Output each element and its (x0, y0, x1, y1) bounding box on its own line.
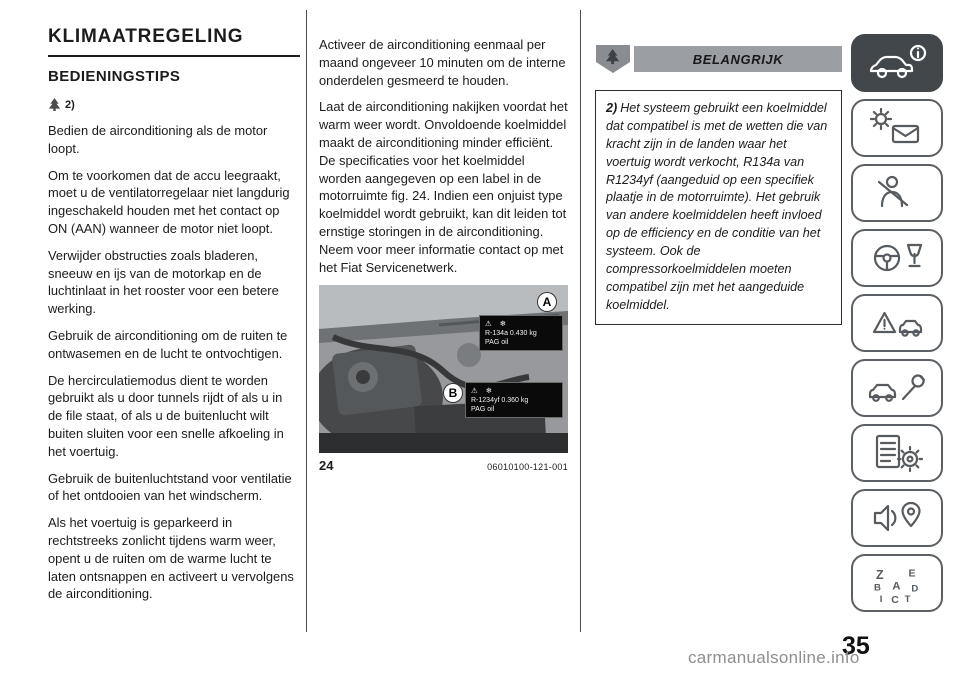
note-reference (48, 97, 300, 112)
index-icon (851, 554, 943, 612)
index-letter: T (904, 594, 911, 605)
index-letter: C (891, 594, 899, 605)
maintenance-icon (851, 359, 943, 417)
refrigerant-b-name: R-1234yf (471, 397, 500, 405)
right-column (595, 44, 842, 325)
important-note-box (595, 90, 842, 325)
important-header (595, 44, 842, 74)
important-header-label: BELANGRIJK (634, 46, 842, 72)
index-letter: A (892, 580, 901, 593)
paragraph: Gebruik de buitenluchtstand voor ventilatie of het ontdooien van het windscherm. (48, 470, 292, 504)
index-letter: D (911, 583, 919, 595)
left-column-text (48, 122, 300, 603)
refrigerant-a-weight: 0.430 kg (509, 330, 537, 338)
column-divider (306, 10, 307, 632)
note-ref-label: 2) (606, 101, 618, 115)
tree-shield-icon (595, 44, 631, 74)
tree-icon (48, 97, 61, 112)
refrigerant-a-spec (485, 329, 557, 338)
note-text: Het systeem gebruikt een koelmiddel dat compatibel is met de wetten die van kracht zijn in de landen waar het voertuig wordt verkocht, R134a van R1234yf (aangeduid op een specifiek plaatje in de motorruimte). Het gebruik van andere koelmiddelen heeft invloed op de efficiency en de conditie van het systeem. Ook de compressorkoelmiddelen moeten compatibel zijn met het aangeduide koelmiddel. (606, 101, 828, 312)
index-letter: Z (875, 568, 884, 583)
safety-icon (851, 164, 943, 222)
column-divider (580, 10, 581, 632)
figure-number: 24 (319, 458, 334, 474)
page-number: 35 (842, 632, 870, 660)
paragraph: Om te voorkomen dat de accu leegraakt, moet u de ventilatorregelaar niet langdurig ingeschakeld houden met het contact op ON (AAN) wanneer de motor niet loopt. (48, 167, 290, 236)
refrigerant-a-name: R-134a (485, 330, 508, 338)
engine-bay-figure (319, 285, 568, 453)
paragraph: De hercirculatiemodus dient te worden gebruikt als u door tunnels rijdt of als u in de file staat, of als u de buitenlucht wilt buiten sluiten voor een snelle afkoeling in het voertuig. (48, 372, 284, 459)
section-heading: BEDIENINGSTIPS (48, 68, 181, 85)
vehicle-info-icon (851, 34, 943, 92)
starting-driving-icon (851, 229, 943, 287)
section-icon-strip (851, 34, 943, 612)
middle-column (319, 26, 568, 473)
site-watermark: carmanualsonline.info (688, 648, 860, 667)
technical-data-icon (851, 424, 943, 482)
left-column (48, 26, 300, 612)
emergency-icon (851, 294, 943, 352)
index-letter: B (874, 582, 881, 594)
figure-callout-b: B (444, 384, 462, 402)
refrigerant-b-spec (471, 396, 557, 405)
note-ref-label: 2) (65, 98, 75, 111)
refrigerant-label-a (479, 315, 563, 351)
paragraph: Als het voertuig is geparkeerd in rechtstreeks zonlicht tijdens warm weer, opent u de ruiten om de warme lucht te laten ontsnappen en activeert u vervolgens de airconditioning. (48, 515, 294, 602)
figure-callout-a: A (538, 293, 556, 311)
warning-snowflake-symbols: ⚠ ❄ (471, 386, 496, 396)
warning-lights-icon (851, 99, 943, 157)
paragraph: Gebruik de airconditioning om de ruiten te ontwasemen en de lucht te ontvochtigen. (48, 327, 288, 361)
middle-column-text (319, 36, 568, 276)
paragraph: Laat de airconditioning nakijken voordat het warm weer wordt. Onvoldoende koelmiddel maakt de airconditioning minder efficiënt. De specificaties voor het koelmiddel worden aangegeven op een label in de motorruimte fig. 24. Indien een onjuist type koelmiddel wordt gebruikt, kan dit leiden tot ernstige storingen in de airconditioning. Neem voor meer informatie contact op met het Fiat Servicenetwerk. (319, 99, 568, 275)
figure-caption (319, 458, 568, 473)
multimedia-icon (851, 489, 943, 547)
paragraph: Activeer de airconditioning eenmaal per maand ongeveer 10 minuten om de interne onderdelen gesmeerd te houden. (319, 37, 566, 88)
warning-snowflake-symbols: ⚠ ❄ (485, 319, 510, 329)
refrigerant-b-weight: 0.360 kg (501, 397, 529, 405)
index-letter: E (908, 567, 916, 580)
paragraph: Bedien de airconditioning als de motor loopt. (48, 123, 268, 156)
index-letter: I (879, 594, 883, 605)
refrigerant-a-oil: PAG oil (485, 339, 509, 347)
figure-code: 06010100-121-001 (487, 462, 568, 473)
page-title: KLIMAATREGELING (48, 26, 300, 57)
engine-bay-photo (319, 285, 568, 453)
refrigerant-label-b (465, 382, 563, 418)
refrigerant-b-oil: PAG oil (471, 406, 495, 414)
paragraph: Verwijder obstructies zoals bladeren, sneeuw en ijs van de motorkap en de luchtinlaat in het rooster voor een betere werking. (48, 247, 279, 317)
